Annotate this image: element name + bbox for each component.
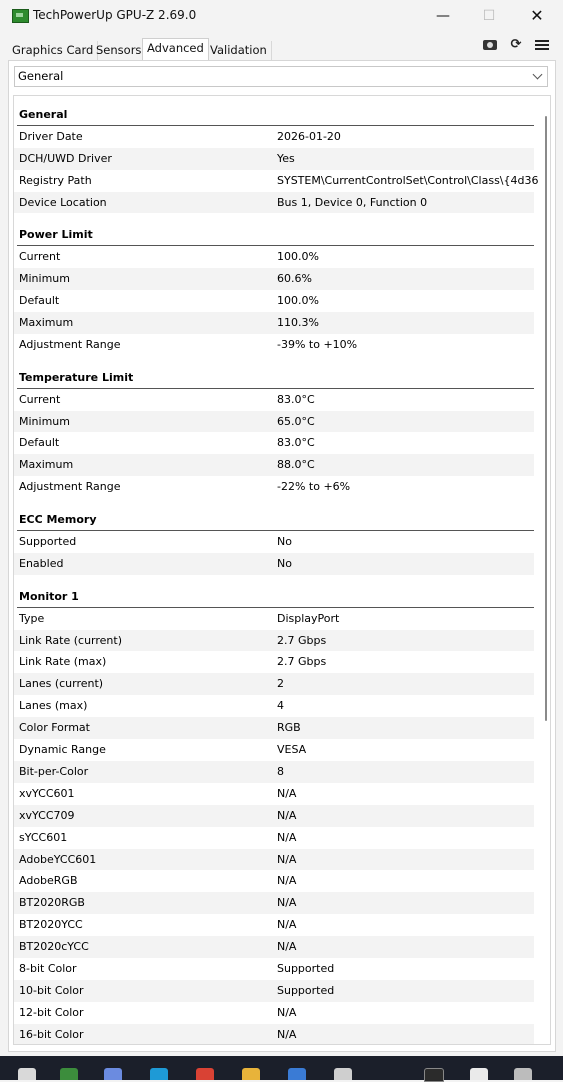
chevron-down-icon <box>533 70 543 80</box>
list-item[interactable] <box>14 914 534 936</box>
list-item[interactable] <box>14 389 534 411</box>
property-label: Adjustment Range <box>19 337 121 351</box>
taskbar <box>0 1056 563 1080</box>
tab-sensors[interactable]: Sensors <box>92 41 146 60</box>
property-label: AdobeYCC601 <box>19 852 97 866</box>
minimize-button[interactable]: — <box>436 8 450 24</box>
property-label: Dynamic Range <box>19 743 106 757</box>
list-item[interactable] <box>14 717 534 739</box>
property-value: Supported <box>277 961 335 975</box>
maximize-button[interactable]: ☐ <box>482 8 496 24</box>
chrome-icon[interactable] <box>196 1068 214 1080</box>
hamburger-menu-icon[interactable] <box>533 37 551 53</box>
list-item[interactable] <box>14 936 534 958</box>
property-label: Lanes (max) <box>19 699 88 713</box>
property-label: xvYCC601 <box>19 786 75 800</box>
list-item[interactable] <box>14 805 534 827</box>
property-label: Adjustment Range <box>19 480 121 494</box>
section-title: Temperature Limit <box>19 370 134 384</box>
property-label: Default <box>19 436 60 450</box>
property-label: BT2020cYCC <box>19 940 89 954</box>
property-value: 8 <box>277 764 284 778</box>
refresh-icon[interactable]: ⟳ <box>510 37 522 52</box>
list-item[interactable] <box>14 312 534 334</box>
property-value: -39% to +10% <box>277 337 358 351</box>
property-value: 100.0% <box>277 250 319 264</box>
list-item[interactable] <box>14 849 534 871</box>
property-value: SYSTEM\CurrentControlSet\Control\Class\{4d36 <box>277 173 539 187</box>
advanced-panel <box>8 60 556 1052</box>
dropdown-selected: General <box>18 69 64 83</box>
property-label: Current <box>19 250 61 264</box>
property-value: -22% to +6% <box>277 480 351 494</box>
property-value: N/A <box>277 852 297 866</box>
list-item[interactable] <box>14 1024 534 1045</box>
property-value: N/A <box>277 786 297 800</box>
property-value: N/A <box>277 1005 297 1019</box>
property-label: Color Format <box>19 721 90 735</box>
property-label: Device Location <box>19 195 107 209</box>
property-label: Minimum <box>19 272 70 286</box>
list-item[interactable] <box>14 476 534 498</box>
details-rows <box>14 96 539 1045</box>
property-label: Maximum <box>19 458 74 472</box>
property-value: N/A <box>277 896 297 910</box>
property-value: No <box>277 535 292 549</box>
property-value: Supported <box>277 983 335 997</box>
list-item[interactable] <box>14 454 534 476</box>
property-label: Enabled <box>19 556 64 570</box>
start-icon[interactable] <box>18 1068 36 1080</box>
list-item[interactable] <box>14 170 539 192</box>
property-label: Minimum <box>19 414 70 428</box>
property-label: Default <box>19 294 60 308</box>
list-item[interactable] <box>14 290 534 312</box>
property-label: 10-bit Color <box>19 983 84 997</box>
property-value: N/A <box>277 874 297 888</box>
section-header <box>14 586 534 608</box>
property-value: No <box>277 556 292 570</box>
chatgpt-icon[interactable] <box>334 1068 352 1080</box>
property-label: Bit-per-Color <box>19 764 89 778</box>
property-label: AdobeRGB <box>19 874 78 888</box>
list-item[interactable] <box>14 870 534 892</box>
property-label: Lanes (current) <box>19 677 104 691</box>
section-title: Monitor 1 <box>19 589 79 603</box>
property-value: N/A <box>277 918 297 932</box>
property-value: 2026-01-20 <box>277 129 341 143</box>
camera-icon[interactable] <box>481 37 499 53</box>
gpu-z-logo-icon <box>12 9 29 23</box>
property-value: RGB <box>277 721 301 735</box>
section-title: General <box>19 108 68 121</box>
property-label: 12-bit Color <box>19 1005 84 1019</box>
property-value: DisplayPort <box>277 611 340 625</box>
section-header <box>14 224 534 246</box>
list-item[interactable] <box>14 192 534 214</box>
property-label: 16-bit Color <box>19 1027 84 1041</box>
section-header <box>14 367 534 389</box>
pointer-icon[interactable] <box>514 1068 532 1080</box>
list-item[interactable] <box>14 246 534 268</box>
property-value: 100.0% <box>277 294 319 308</box>
list-item[interactable] <box>14 432 534 454</box>
property-value: VESA <box>277 743 307 757</box>
property-value: 110.3% <box>277 316 319 330</box>
property-value: 83.0°C <box>277 436 315 450</box>
property-label: BT2020YCC <box>19 918 83 932</box>
property-label: xvYCC709 <box>19 808 75 822</box>
store-icon[interactable] <box>288 1068 306 1080</box>
property-label: Registry Path <box>19 173 92 187</box>
property-label: Maximum <box>19 316 74 330</box>
tab-advanced[interactable]: Advanced <box>142 38 209 61</box>
list-item[interactable] <box>14 651 534 673</box>
details-list[interactable] <box>13 95 551 1045</box>
list-item[interactable] <box>14 126 534 148</box>
category-dropdown[interactable] <box>14 66 548 87</box>
property-value: 2.7 Gbps <box>277 655 327 669</box>
property-label: 8-bit Color <box>19 961 77 975</box>
list-item[interactable] <box>14 148 534 170</box>
list-item[interactable] <box>14 783 534 805</box>
property-label: DCH/UWD Driver <box>19 151 112 165</box>
close-button[interactable]: ✕ <box>530 6 544 25</box>
folder-icon[interactable] <box>242 1068 260 1080</box>
edge-icon[interactable] <box>150 1068 168 1080</box>
property-value: 2.7 Gbps <box>277 633 327 647</box>
list-item[interactable] <box>14 892 534 914</box>
property-label: Current <box>19 392 61 406</box>
list-item[interactable] <box>14 268 534 290</box>
property-value: N/A <box>277 940 297 954</box>
list-item[interactable] <box>14 630 534 652</box>
property-label: Link Rate (current) <box>19 633 123 647</box>
list-item[interactable] <box>14 739 534 761</box>
list-item[interactable] <box>14 673 534 695</box>
list-item[interactable] <box>14 980 534 1002</box>
list-item[interactable] <box>14 761 534 783</box>
section-header <box>14 509 534 531</box>
copilot-icon[interactable] <box>104 1068 122 1080</box>
title-bar <box>0 0 563 33</box>
tab-graphics-card[interactable]: Graphics Card <box>8 41 98 60</box>
property-value: 88.0°C <box>277 458 315 472</box>
tab-validation[interactable]: Validation <box>206 41 272 60</box>
list-item[interactable] <box>14 608 534 630</box>
property-value: 83.0°C <box>277 392 315 406</box>
list-item[interactable] <box>14 958 534 980</box>
list-item[interactable] <box>14 1002 534 1024</box>
section-title: ECC Memory <box>19 513 97 527</box>
property-label: Type <box>19 611 45 625</box>
property-value: Bus 1, Device 0, Function 0 <box>277 195 428 209</box>
list-item[interactable] <box>14 531 534 553</box>
property-value: N/A <box>277 830 297 844</box>
list-item[interactable] <box>14 827 534 849</box>
section-header <box>14 104 534 126</box>
section-title: Power Limit <box>19 228 93 242</box>
list-item[interactable] <box>14 334 534 356</box>
property-value: 4 <box>277 699 284 713</box>
files-icon[interactable] <box>60 1068 78 1080</box>
property-value: N/A <box>277 808 297 822</box>
property-label: Supported <box>19 535 77 549</box>
property-value: 65.0°C <box>277 414 315 428</box>
property-label: sYCC601 <box>19 830 68 844</box>
property-label: BT2020RGB <box>19 896 85 910</box>
scrollbar[interactable] <box>545 116 547 721</box>
property-value: 2 <box>277 677 284 691</box>
property-label: Driver Date <box>19 129 83 143</box>
property-value: Yes <box>277 151 295 165</box>
app-icon[interactable] <box>470 1068 488 1080</box>
list-item[interactable] <box>14 695 534 717</box>
property-label: Link Rate (max) <box>19 655 107 669</box>
property-value: N/A <box>277 1027 297 1041</box>
list-item[interactable] <box>14 553 534 575</box>
list-item[interactable] <box>14 411 534 433</box>
window-title: TechPowerUp GPU-Z 2.69.0 <box>33 8 197 22</box>
property-value: 60.6% <box>277 272 312 286</box>
